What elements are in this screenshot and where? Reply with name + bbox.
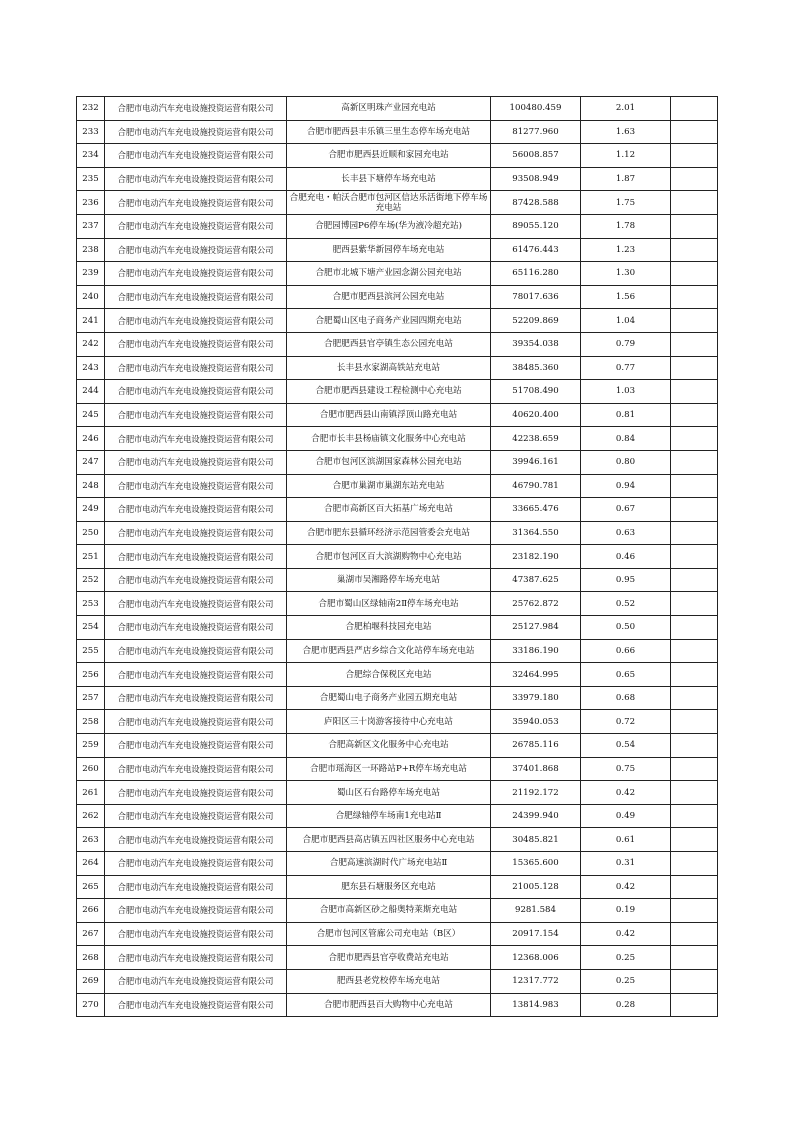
ratio-cell: 1.04 <box>581 309 671 333</box>
row-number-cell: 241 <box>77 309 105 333</box>
ratio-cell: 0.95 <box>581 568 671 592</box>
ratio-cell: 0.42 <box>581 922 671 946</box>
note-cell <box>671 852 718 876</box>
note-cell <box>671 521 718 545</box>
table-body <box>77 97 718 1017</box>
amount-cell: 21005.128 <box>491 875 581 899</box>
note-cell <box>671 427 718 451</box>
ratio-cell: 1.63 <box>581 120 671 144</box>
amount-cell: 52209.869 <box>491 309 581 333</box>
table-row <box>77 332 718 356</box>
table-row <box>77 639 718 663</box>
note-cell <box>671 804 718 828</box>
ratio-cell: 1.56 <box>581 285 671 309</box>
company-cell: 合肥市电动汽车充电设施投资运营有限公司 <box>105 993 287 1017</box>
ratio-cell: 0.63 <box>581 521 671 545</box>
station-name-cell: 合肥高新区文化服务中心充电站 <box>287 734 491 758</box>
ratio-cell: 0.94 <box>581 474 671 498</box>
note-cell <box>671 380 718 404</box>
company-cell: 合肥市电动汽车充电设施投资运营有限公司 <box>105 804 287 828</box>
ratio-cell: 1.30 <box>581 262 671 286</box>
table-row <box>77 710 718 734</box>
company-cell: 合肥市电动汽车充电设施投资运营有限公司 <box>105 238 287 262</box>
company-cell: 合肥市电动汽车充电设施投资运营有限公司 <box>105 403 287 427</box>
company-cell: 合肥市电动汽车充电设施投资运营有限公司 <box>105 498 287 522</box>
note-cell <box>671 710 718 734</box>
company-cell: 合肥市电动汽车充电设施投资运营有限公司 <box>105 922 287 946</box>
table-row <box>77 356 718 380</box>
row-number-cell: 248 <box>77 474 105 498</box>
note-cell <box>671 828 718 852</box>
amount-cell: 26785.116 <box>491 734 581 758</box>
table-row <box>77 120 718 144</box>
note-cell <box>671 214 718 238</box>
note-cell <box>671 616 718 640</box>
row-number-cell: 267 <box>77 922 105 946</box>
station-name-cell: 合肥充电・帕沃合肥市包河区信达乐活街地下停车场充电站 <box>287 191 491 215</box>
row-number-cell: 268 <box>77 946 105 970</box>
ratio-cell: 0.68 <box>581 686 671 710</box>
row-number-cell: 256 <box>77 663 105 687</box>
station-name-cell: 合肥市北城下塘产业园念湖公园充电站 <box>287 262 491 286</box>
note-cell <box>671 285 718 309</box>
company-cell: 合肥市电动汽车充电设施投资运营有限公司 <box>105 262 287 286</box>
station-name-cell: 合肥市肥西县丰乐镇三里生态停车场充电站 <box>287 120 491 144</box>
note-cell <box>671 993 718 1017</box>
table-row <box>77 545 718 569</box>
note-cell <box>671 734 718 758</box>
ratio-cell: 0.19 <box>581 899 671 923</box>
table-row <box>77 828 718 852</box>
note-cell <box>671 568 718 592</box>
ratio-cell: 0.52 <box>581 592 671 616</box>
company-cell: 合肥市电动汽车充电设施投资运营有限公司 <box>105 663 287 687</box>
row-number-cell: 255 <box>77 639 105 663</box>
station-name-cell: 合肥绿轴停车场南1充电站Ⅱ <box>287 804 491 828</box>
amount-cell: 21192.172 <box>491 781 581 805</box>
amount-cell: 47387.625 <box>491 568 581 592</box>
row-number-cell: 245 <box>77 403 105 427</box>
table-row <box>77 167 718 191</box>
note-cell <box>671 309 718 333</box>
row-number-cell: 238 <box>77 238 105 262</box>
note-cell <box>671 238 718 262</box>
ratio-cell: 1.03 <box>581 380 671 404</box>
station-name-cell: 合肥高速滨湖时代广场充电站Ⅱ <box>287 852 491 876</box>
row-number-cell: 264 <box>77 852 105 876</box>
row-number-cell: 249 <box>77 498 105 522</box>
station-table <box>76 96 718 1017</box>
table-row <box>77 427 718 451</box>
row-number-cell: 251 <box>77 545 105 569</box>
table-row <box>77 97 718 121</box>
station-name-cell: 合肥市包河区百大滨湖购物中心充电站 <box>287 545 491 569</box>
row-number-cell: 270 <box>77 993 105 1017</box>
company-cell: 合肥市电动汽车充电设施投资运营有限公司 <box>105 120 287 144</box>
note-cell <box>671 356 718 380</box>
row-number-cell: 247 <box>77 450 105 474</box>
station-name-cell: 长丰县下塘停车场充电站 <box>287 167 491 191</box>
ratio-cell: 0.28 <box>581 993 671 1017</box>
row-number-cell: 243 <box>77 356 105 380</box>
note-cell <box>671 498 718 522</box>
row-number-cell: 242 <box>77 332 105 356</box>
ratio-cell: 1.23 <box>581 238 671 262</box>
row-number-cell: 263 <box>77 828 105 852</box>
ratio-cell: 0.67 <box>581 498 671 522</box>
note-cell <box>671 450 718 474</box>
company-cell: 合肥市电动汽车充电设施投资运营有限公司 <box>105 781 287 805</box>
company-cell: 合肥市电动汽车充电设施投资运营有限公司 <box>105 144 287 168</box>
table-row <box>77 380 718 404</box>
row-number-cell: 235 <box>77 167 105 191</box>
row-number-cell: 233 <box>77 120 105 144</box>
amount-cell: 81277.960 <box>491 120 581 144</box>
ratio-cell: 0.42 <box>581 875 671 899</box>
company-cell: 合肥市电动汽车充电设施投资运营有限公司 <box>105 356 287 380</box>
amount-cell: 65116.280 <box>491 262 581 286</box>
note-cell <box>671 144 718 168</box>
amount-cell: 100480.459 <box>491 97 581 121</box>
station-name-cell: 合肥综合保税区充电站 <box>287 663 491 687</box>
company-cell: 合肥市电动汽车充电设施投资运营有限公司 <box>105 167 287 191</box>
row-number-cell: 258 <box>77 710 105 734</box>
company-cell: 合肥市电动汽车充电设施投资运营有限公司 <box>105 285 287 309</box>
station-name-cell: 高新区明珠产业园充电站 <box>287 97 491 121</box>
ratio-cell: 0.65 <box>581 663 671 687</box>
station-name-cell: 合肥市肥西县百大购物中心充电站 <box>287 993 491 1017</box>
ratio-cell: 0.25 <box>581 969 671 993</box>
note-cell <box>671 946 718 970</box>
table-row <box>77 993 718 1017</box>
row-number-cell: 234 <box>77 144 105 168</box>
row-number-cell: 252 <box>77 568 105 592</box>
note-cell <box>671 899 718 923</box>
note-cell <box>671 191 718 215</box>
table-row <box>77 474 718 498</box>
note-cell <box>671 663 718 687</box>
note-cell <box>671 545 718 569</box>
amount-cell: 25127.984 <box>491 616 581 640</box>
station-name-cell: 蜀山区石台路停车场充电站 <box>287 781 491 805</box>
ratio-cell: 0.54 <box>581 734 671 758</box>
note-cell <box>671 757 718 781</box>
note-cell <box>671 97 718 121</box>
table-row <box>77 686 718 710</box>
station-name-cell: 合肥园博园P6停车场(华为液冷超充站) <box>287 214 491 238</box>
amount-cell: 61476.443 <box>491 238 581 262</box>
row-number-cell: 265 <box>77 875 105 899</box>
note-cell <box>671 922 718 946</box>
station-name-cell: 肥东县石塘服务区充电站 <box>287 875 491 899</box>
station-name-cell: 庐阳区三十岗游客接待中心充电站 <box>287 710 491 734</box>
station-name-cell: 合肥市肥西县滨河公园充电站 <box>287 285 491 309</box>
ratio-cell: 0.50 <box>581 616 671 640</box>
ratio-cell: 2.01 <box>581 97 671 121</box>
table-row <box>77 734 718 758</box>
table-row <box>77 592 718 616</box>
station-name-cell: 合肥市蜀山区绿轴南2Ⅱ停车场充电站 <box>287 592 491 616</box>
station-name-cell: 肥西县老党校停车场充电站 <box>287 969 491 993</box>
note-cell <box>671 686 718 710</box>
note-cell <box>671 875 718 899</box>
station-name-cell: 合肥市肥西县严店乡综合文化站停车场充电站 <box>287 639 491 663</box>
row-number-cell: 237 <box>77 214 105 238</box>
note-cell <box>671 639 718 663</box>
table-row <box>77 781 718 805</box>
ratio-cell: 1.87 <box>581 167 671 191</box>
station-name-cell: 合肥市长丰县杨庙镇文化服务中心充电站 <box>287 427 491 451</box>
ratio-cell: 0.46 <box>581 545 671 569</box>
station-name-cell: 合肥市高新区百大拓基广场充电站 <box>287 498 491 522</box>
station-name-cell: 合肥市肥西县近顺和家园充电站 <box>287 144 491 168</box>
note-cell <box>671 167 718 191</box>
company-cell: 合肥市电动汽车充电设施投资运营有限公司 <box>105 521 287 545</box>
station-name-cell: 合肥市肥西县建设工程检测中心充电站 <box>287 380 491 404</box>
company-cell: 合肥市电动汽车充电设施投资运营有限公司 <box>105 380 287 404</box>
ratio-cell: 0.61 <box>581 828 671 852</box>
amount-cell: 32464.995 <box>491 663 581 687</box>
table-row <box>77 899 718 923</box>
station-name-cell: 合肥蜀山区电子商务产业园四期充电站 <box>287 309 491 333</box>
amount-cell: 93508.949 <box>491 167 581 191</box>
amount-cell: 15365.600 <box>491 852 581 876</box>
station-name-cell: 合肥市肥西县高店镇五四社区服务中心充电站 <box>287 828 491 852</box>
table-row <box>77 946 718 970</box>
amount-cell: 20917.154 <box>491 922 581 946</box>
row-number-cell: 244 <box>77 380 105 404</box>
row-number-cell: 261 <box>77 781 105 805</box>
table-row <box>77 191 718 215</box>
table-row <box>77 403 718 427</box>
ratio-cell: 0.42 <box>581 781 671 805</box>
company-cell: 合肥市电动汽车充电设施投资运营有限公司 <box>105 332 287 356</box>
company-cell: 合肥市电动汽车充电设施投资运营有限公司 <box>105 545 287 569</box>
amount-cell: 56008.857 <box>491 144 581 168</box>
note-cell <box>671 332 718 356</box>
amount-cell: 42238.659 <box>491 427 581 451</box>
ratio-cell: 0.77 <box>581 356 671 380</box>
station-name-cell: 合肥市肥东县循环经济示范园管委会充电站 <box>287 521 491 545</box>
note-cell <box>671 403 718 427</box>
company-cell: 合肥市电动汽车充电设施投资运营有限公司 <box>105 757 287 781</box>
row-number-cell: 250 <box>77 521 105 545</box>
station-name-cell: 合肥市高新区砂之船奥特莱斯充电站 <box>287 899 491 923</box>
note-cell <box>671 262 718 286</box>
note-cell <box>671 969 718 993</box>
amount-cell: 89055.120 <box>491 214 581 238</box>
station-name-cell: 长丰县水家湖高铁站充电站 <box>287 356 491 380</box>
table-row <box>77 757 718 781</box>
station-name-cell: 巢湖市吴湘路停车场充电站 <box>287 568 491 592</box>
ratio-cell: 1.78 <box>581 214 671 238</box>
company-cell: 合肥市电动汽车充电设施投资运营有限公司 <box>105 686 287 710</box>
row-number-cell: 246 <box>77 427 105 451</box>
station-name-cell: 合肥市肥西县山南镇浮顶山路充电站 <box>287 403 491 427</box>
row-number-cell: 232 <box>77 97 105 121</box>
station-name-cell: 合肥市巢湖市巢湖东站充电站 <box>287 474 491 498</box>
company-cell: 合肥市电动汽车充电设施投资运营有限公司 <box>105 828 287 852</box>
row-number-cell: 266 <box>77 899 105 923</box>
table-row <box>77 922 718 946</box>
note-cell <box>671 592 718 616</box>
note-cell <box>671 474 718 498</box>
row-number-cell: 253 <box>77 592 105 616</box>
company-cell: 合肥市电动汽车充电设施投资运营有限公司 <box>105 899 287 923</box>
station-name-cell: 合肥肥西县官亭镇生态公园充电站 <box>287 332 491 356</box>
station-name-cell: 合肥蜀山电子商务产业园五期充电站 <box>287 686 491 710</box>
company-cell: 合肥市电动汽车充电设施投资运营有限公司 <box>105 474 287 498</box>
table-row <box>77 450 718 474</box>
row-number-cell: 262 <box>77 804 105 828</box>
amount-cell: 51708.490 <box>491 380 581 404</box>
company-cell: 合肥市电动汽车充电设施投资运营有限公司 <box>105 214 287 238</box>
row-number-cell: 259 <box>77 734 105 758</box>
amount-cell: 33665.476 <box>491 498 581 522</box>
row-number-cell: 236 <box>77 191 105 215</box>
ratio-cell: 1.75 <box>581 191 671 215</box>
amount-cell: 33186.190 <box>491 639 581 663</box>
ratio-cell: 0.80 <box>581 450 671 474</box>
amount-cell: 38485.360 <box>491 356 581 380</box>
station-name-cell: 肥西县紫华新园停车场充电站 <box>287 238 491 262</box>
amount-cell: 39354.038 <box>491 332 581 356</box>
station-name-cell: 合肥市肥西县官亭收费站充电站 <box>287 946 491 970</box>
company-cell: 合肥市电动汽车充电设施投资运营有限公司 <box>105 969 287 993</box>
company-cell: 合肥市电动汽车充电设施投资运营有限公司 <box>105 309 287 333</box>
table-row <box>77 144 718 168</box>
amount-cell: 46790.781 <box>491 474 581 498</box>
station-name-cell: 合肥市瑶海区一环路站P+R停车场充电站 <box>287 757 491 781</box>
row-number-cell: 260 <box>77 757 105 781</box>
table-row <box>77 309 718 333</box>
company-cell: 合肥市电动汽车充电设施投资运营有限公司 <box>105 450 287 474</box>
table-row <box>77 616 718 640</box>
ratio-cell: 0.81 <box>581 403 671 427</box>
ratio-cell: 1.12 <box>581 144 671 168</box>
station-name-cell: 合肥柏堰科技园充电站 <box>287 616 491 640</box>
ratio-cell: 0.79 <box>581 332 671 356</box>
amount-cell: 40620.400 <box>491 403 581 427</box>
amount-cell: 37401.868 <box>491 757 581 781</box>
table-row <box>77 663 718 687</box>
amount-cell: 13814.983 <box>491 993 581 1017</box>
table-row <box>77 875 718 899</box>
table-row <box>77 285 718 309</box>
amount-cell: 12317.772 <box>491 969 581 993</box>
company-cell: 合肥市电动汽车充电设施投资运营有限公司 <box>105 616 287 640</box>
station-name-cell: 合肥市包河区管廊公司充电站（B区） <box>287 922 491 946</box>
note-cell <box>671 120 718 144</box>
amount-cell: 31364.550 <box>491 521 581 545</box>
station-name-cell: 合肥市包河区滨湖国家森林公园充电站 <box>287 450 491 474</box>
ratio-cell: 0.75 <box>581 757 671 781</box>
amount-cell: 12368.006 <box>491 946 581 970</box>
amount-cell: 23182.190 <box>491 545 581 569</box>
note-cell <box>671 781 718 805</box>
ratio-cell: 0.25 <box>581 946 671 970</box>
amount-cell: 33979.180 <box>491 686 581 710</box>
ratio-cell: 0.66 <box>581 639 671 663</box>
amount-cell: 35940.053 <box>491 710 581 734</box>
table-row <box>77 969 718 993</box>
amount-cell: 25762.872 <box>491 592 581 616</box>
row-number-cell: 269 <box>77 969 105 993</box>
amount-cell: 30485.821 <box>491 828 581 852</box>
company-cell: 合肥市电动汽车充电设施投资运营有限公司 <box>105 875 287 899</box>
table-row <box>77 498 718 522</box>
table-row <box>77 852 718 876</box>
amount-cell: 9281.584 <box>491 899 581 923</box>
ratio-cell: 0.72 <box>581 710 671 734</box>
row-number-cell: 239 <box>77 262 105 286</box>
company-cell: 合肥市电动汽车充电设施投资运营有限公司 <box>105 97 287 121</box>
company-cell: 合肥市电动汽车充电设施投资运营有限公司 <box>105 191 287 215</box>
table-row <box>77 521 718 545</box>
company-cell: 合肥市电动汽车充电设施投资运营有限公司 <box>105 568 287 592</box>
amount-cell: 87428.588 <box>491 191 581 215</box>
table-row <box>77 568 718 592</box>
company-cell: 合肥市电动汽车充电设施投资运营有限公司 <box>105 710 287 734</box>
ratio-cell: 0.31 <box>581 852 671 876</box>
company-cell: 合肥市电动汽车充电设施投资运营有限公司 <box>105 852 287 876</box>
amount-cell: 39946.161 <box>491 450 581 474</box>
company-cell: 合肥市电动汽车充电设施投资运营有限公司 <box>105 592 287 616</box>
ratio-cell: 0.49 <box>581 804 671 828</box>
table-row <box>77 262 718 286</box>
row-number-cell: 257 <box>77 686 105 710</box>
amount-cell: 24399.940 <box>491 804 581 828</box>
amount-cell: 78017.636 <box>491 285 581 309</box>
company-cell: 合肥市电动汽车充电设施投资运营有限公司 <box>105 639 287 663</box>
company-cell: 合肥市电动汽车充电设施投资运营有限公司 <box>105 946 287 970</box>
company-cell: 合肥市电动汽车充电设施投资运营有限公司 <box>105 427 287 451</box>
row-number-cell: 240 <box>77 285 105 309</box>
table-row <box>77 214 718 238</box>
table-row <box>77 804 718 828</box>
company-cell: 合肥市电动汽车充电设施投资运营有限公司 <box>105 734 287 758</box>
row-number-cell: 254 <box>77 616 105 640</box>
ratio-cell: 0.84 <box>581 427 671 451</box>
table-row <box>77 238 718 262</box>
